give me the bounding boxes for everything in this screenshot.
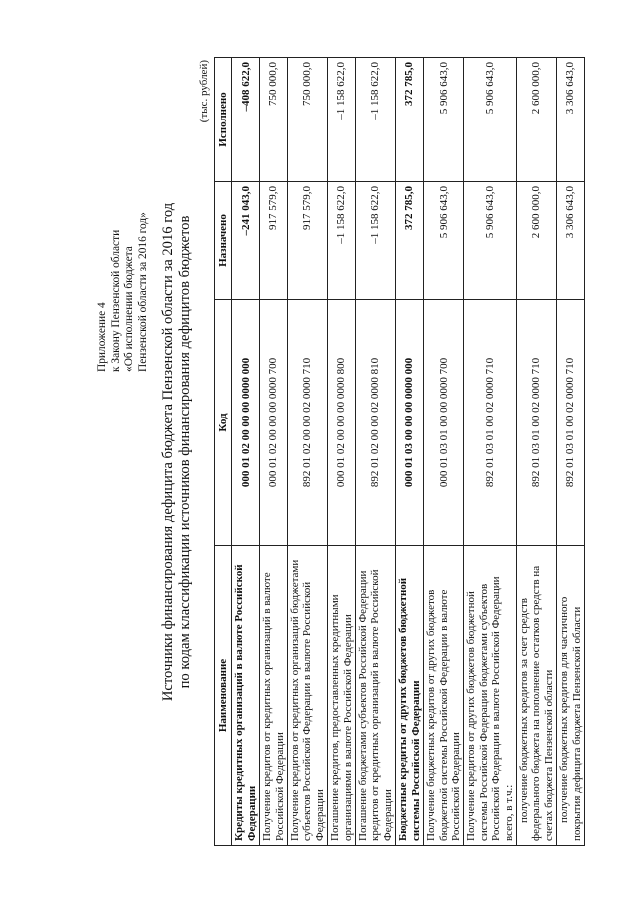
cell-executed: 2 600 000,0 [516, 58, 556, 182]
title-line-2: по кодам классификации источников финансирования дефицитов бюджетов [176, 215, 193, 689]
cell-name: Получение кредитов от кредитных организаций в валюте Российской Федерации [260, 546, 288, 846]
header-planned: Назначено [215, 182, 232, 300]
cell-code: 892 01 02 00 00 02 0000 810 [356, 300, 396, 546]
cell-code: 000 01 03 00 00 00 0000 000 [396, 300, 424, 546]
appendix-note [96, 42, 150, 372]
cell-planned: 2 600 000,0 [516, 182, 556, 300]
header-name: Наименование [215, 546, 232, 846]
appendix-line: Пензенской области за 2016 год» [136, 212, 149, 372]
document-title [160, 62, 193, 842]
table-row [396, 58, 424, 846]
table-row [260, 58, 288, 846]
title-line-1: Источники финансирования дефицита бюджета Пензенской области за 2016 год [160, 202, 176, 702]
cell-code: 892 01 02 00 00 02 0000 710 [288, 300, 328, 546]
table-row [288, 58, 328, 846]
cell-code: 000 01 02 00 00 00 0000 700 [260, 300, 288, 546]
cell-planned: 372 785,0 [396, 182, 424, 300]
table-row [356, 58, 396, 846]
cell-name: Бюджетные кредиты от других бюджетов бюджетной системы Российской Федерации [396, 546, 424, 846]
cell-name: Погашение кредитов, предоставленных кредитными организациями в валюте Российской Федерации [328, 546, 356, 846]
cell-name: Получение кредитов от других бюджетов бюджетной системы Российской Федерации бюджетами субъектов Российской Федерации в валюте Российской Федерации всего, в т.ч.: [464, 546, 517, 846]
appendix-line: к Закону Пензенской области [109, 229, 122, 372]
cell-executed: 5 906 643,0 [464, 58, 517, 182]
cell-planned: 917 579,0 [260, 182, 288, 300]
sources-table [214, 57, 585, 846]
header-executed: Исполнено [215, 58, 232, 182]
table-row [464, 58, 517, 846]
cell-planned: –241 043,0 [232, 182, 260, 300]
cell-code: 892 01 03 01 00 02 0000 710 [516, 300, 556, 546]
cell-code: 000 01 03 01 00 00 0000 700 [424, 300, 464, 546]
table-row [424, 58, 464, 846]
cell-name: Получение кредитов от кредитных организаций бюджетами субъектов Российской Федерации в валюте Российской Федерации [288, 546, 328, 846]
cell-executed: –1 158 622,0 [328, 58, 356, 182]
cell-code: 000 01 02 00 00 00 0000 000 [232, 300, 260, 546]
cell-name: Получение бюджетных кредитов от других бюджетов бюджетной системы Российской Федерации в валюте Российской Федерации [424, 546, 464, 846]
units-note: (тыс. рублей) [198, 60, 210, 123]
table-row [557, 58, 585, 846]
table-row [232, 58, 260, 846]
header-code: Код [215, 300, 232, 546]
cell-planned: 5 906 643,0 [464, 182, 517, 300]
cell-executed: 750 000,0 [288, 58, 328, 182]
cell-executed: 372 785,0 [396, 58, 424, 182]
cell-executed: –1 158 622,0 [356, 58, 396, 182]
cell-code: 892 01 03 01 00 02 0000 710 [464, 300, 517, 546]
cell-planned: 5 906 643,0 [424, 182, 464, 300]
cell-planned: 917 579,0 [288, 182, 328, 300]
table-header-row [215, 58, 232, 846]
cell-executed: –408 622,0 [232, 58, 260, 182]
cell-name: Кредиты кредитных организаций в валюте Российской Федерации [232, 546, 260, 846]
cell-name: получение бюджетных кредитов для частичного покрытия дефицита бюджета Пензенской области [557, 546, 585, 846]
cell-executed: 3 306 643,0 [557, 58, 585, 182]
cell-code: 892 01 03 01 00 02 0000 710 [557, 300, 585, 546]
table-row [516, 58, 556, 846]
table-row [328, 58, 356, 846]
cell-planned: 3 306 643,0 [557, 182, 585, 300]
appendix-line: «Об исполнении бюджета [123, 246, 135, 372]
cell-planned: –1 158 622,0 [356, 182, 396, 300]
cell-planned: –1 158 622,0 [328, 182, 356, 300]
cell-executed: 750 000,0 [260, 58, 288, 182]
rotated-document-sheet [20, 22, 620, 882]
cell-name: получение бюджетных кредитов за счет средств федерального бюджета на пополнение остатков средств на счетах бюджета Пензенской области [516, 546, 556, 846]
appendix-line: Приложение 4 [96, 302, 108, 372]
cell-executed: 5 906 643,0 [424, 58, 464, 182]
cell-code: 000 01 02 00 00 00 0000 800 [328, 300, 356, 546]
cell-name: Погашение бюджетами субъектов Российской Федерации кредитов от кредитных организаций в валюте Российской Федерации [356, 546, 396, 846]
